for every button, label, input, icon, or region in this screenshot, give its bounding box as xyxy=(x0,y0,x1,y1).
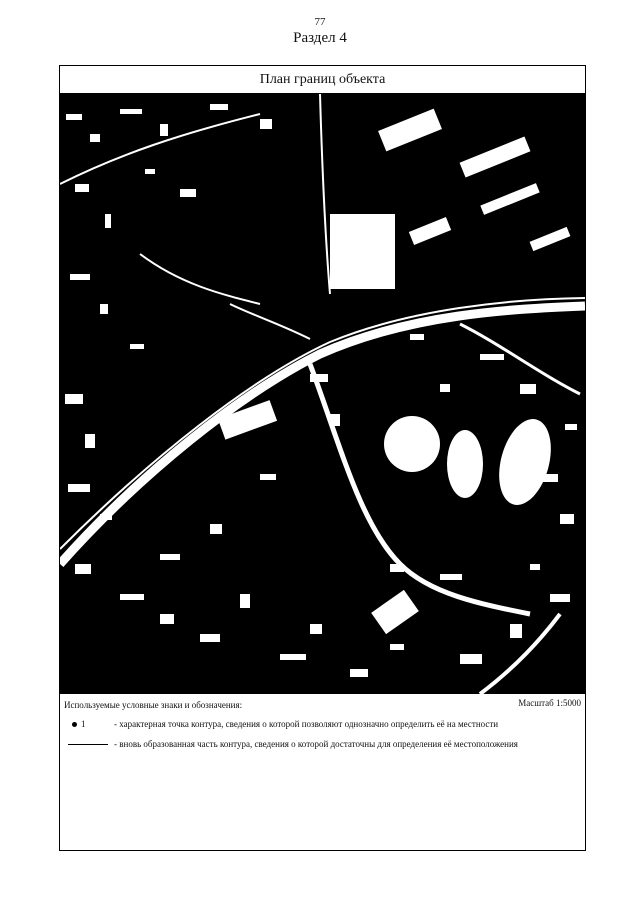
plan-frame xyxy=(59,65,586,851)
point-symbol xyxy=(64,719,108,730)
line-icon xyxy=(68,744,108,745)
section-title: Раздел 4 xyxy=(293,30,347,46)
legend-item-text: - вновь образованная часть контура, сведения о которой достаточны для определения её местоположения xyxy=(114,739,518,749)
line-symbol xyxy=(64,739,108,750)
plan-title: План границ объекта xyxy=(60,66,585,94)
aerial-photo-svg xyxy=(60,94,585,694)
point-dot-icon xyxy=(72,722,77,727)
page-number: 77 xyxy=(314,16,326,28)
legend-item-text: - характерная точка контура, сведения о которой позволяют однозначно определить её на местности xyxy=(114,719,499,729)
point-symbol-label: 1 xyxy=(81,719,86,729)
legend-heading: Используемые условные знаки и обозначения: xyxy=(64,700,243,710)
scale-label: Масштаб 1:5000 xyxy=(518,698,581,708)
aerial-map-image xyxy=(60,94,585,694)
